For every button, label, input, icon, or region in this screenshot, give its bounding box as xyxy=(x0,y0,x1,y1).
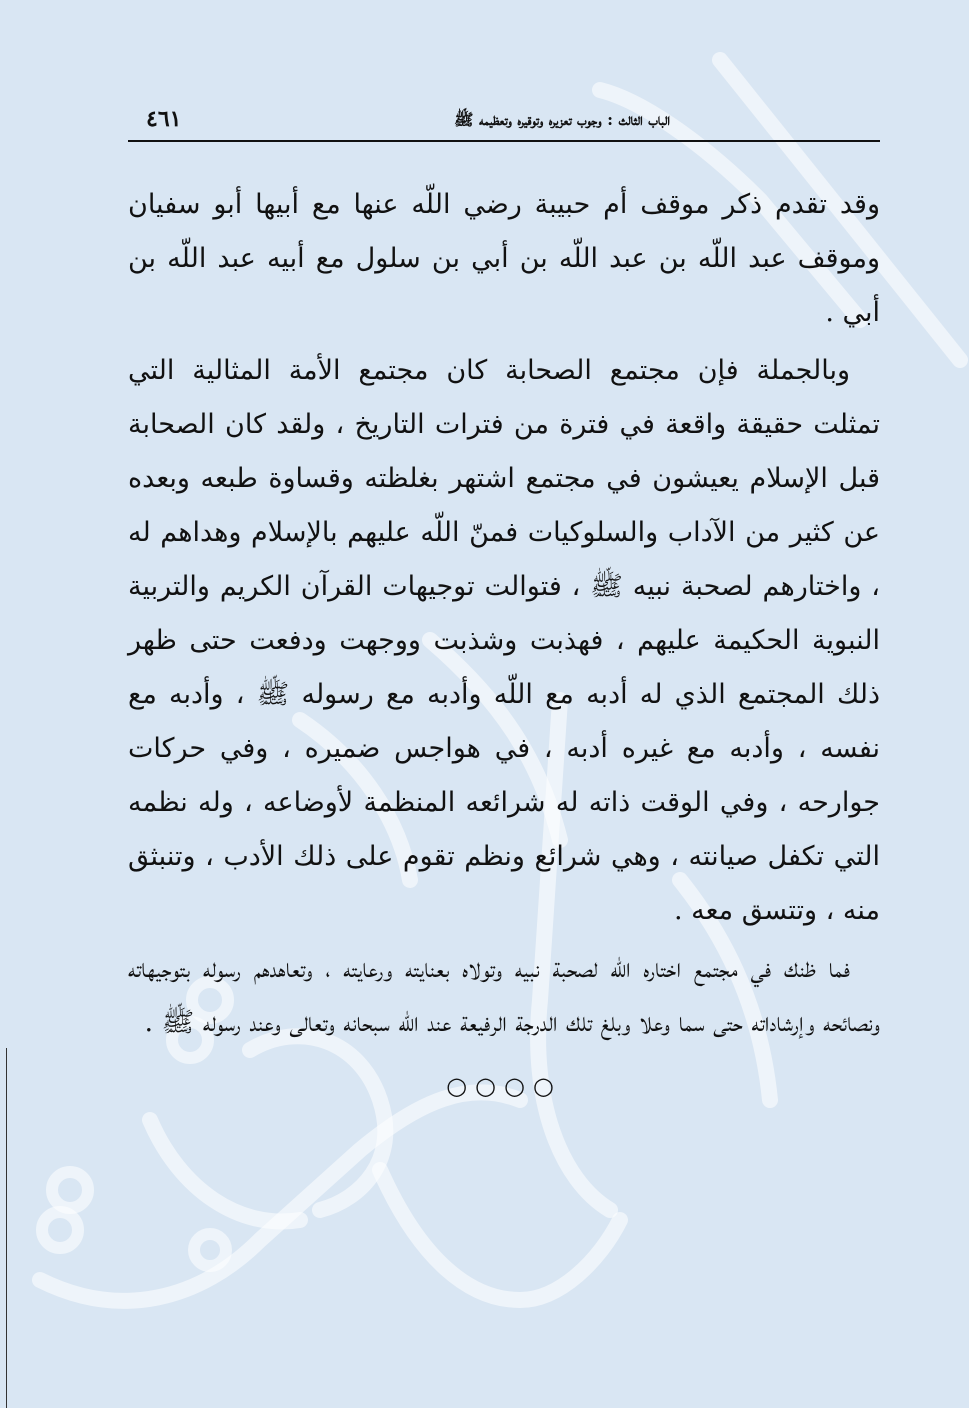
section-end-ornament: ○○○○ xyxy=(446,1072,562,1100)
running-header xyxy=(128,96,880,142)
book-page xyxy=(128,96,880,1100)
paragraph-2: وبالجملة فإن مجتمع الصحابة كان مجتمع الأمة المثالية التي تمثلت حقيقة واقعة في فترة من فترات التاريخ ، ولقد كان الصحابة قبل الإسلام يعيشون في مجتمع اشتهر بغلظته وقساوة طبعه وبعده عن كثير من الآداب والسلوكيات فمنّ اللّه عليهم بالإسلام وهداهم له ، واختارهم لصحبة نبيه ﷺ ، فتوالت توجيهات القرآن الكريم والتربية النبوية الحكيمة عليهم ، فهذبت وشذبت ووجهت ودفعت حتى ظهر ذلك المجتمع الذي له أدبه مع اللّه وأدبه مع رسوله ﷺ ، وأدبه مع نفسه ، وأدبه مع غيره أدبه ، في هواجس ضميره ، وفي حركات جوارحه ، وفي الوقت ذاته له شرائعه المنظمة لأوضاعه ، وله نظمه التي تكفل صيانته ، وهي شرائع ونظم تقوم على ذلك الأدب ، وتنبثق منه ، وتتسق معه . xyxy=(128,355,880,926)
chapter-title: الباب الثالث : وجوب تعزيره وتوقيره وتعظيمه ﷺ xyxy=(454,110,670,129)
paragraph-3: فما ظنك في مجتمع اختاره اللّه لصحبة نبيه وتولاه بعنايته ورعايته ، وتعاهدهم رسوله بتوجيهاته ونصائحه وإرشاداته حتى سما وعلا وبلغ تلك الدرجة الرفيعة عند اللّه سبحانه وتعالى وعند رسوله ﷺ . xyxy=(128,953,880,1038)
page-number: ٤٦١ xyxy=(146,106,182,132)
body-text xyxy=(128,178,880,1050)
paragraph-1: وقد تقدم ذكر موقف أم حبيبة رضي اللّه عنها مع أبيها أبو سفيان وموقف عبد اللّه بن عبد اللّه بن أبي بن سلول مع أبيه عبد اللّه بن أبي . xyxy=(128,189,880,328)
scan-edge-line xyxy=(6,1048,7,1408)
